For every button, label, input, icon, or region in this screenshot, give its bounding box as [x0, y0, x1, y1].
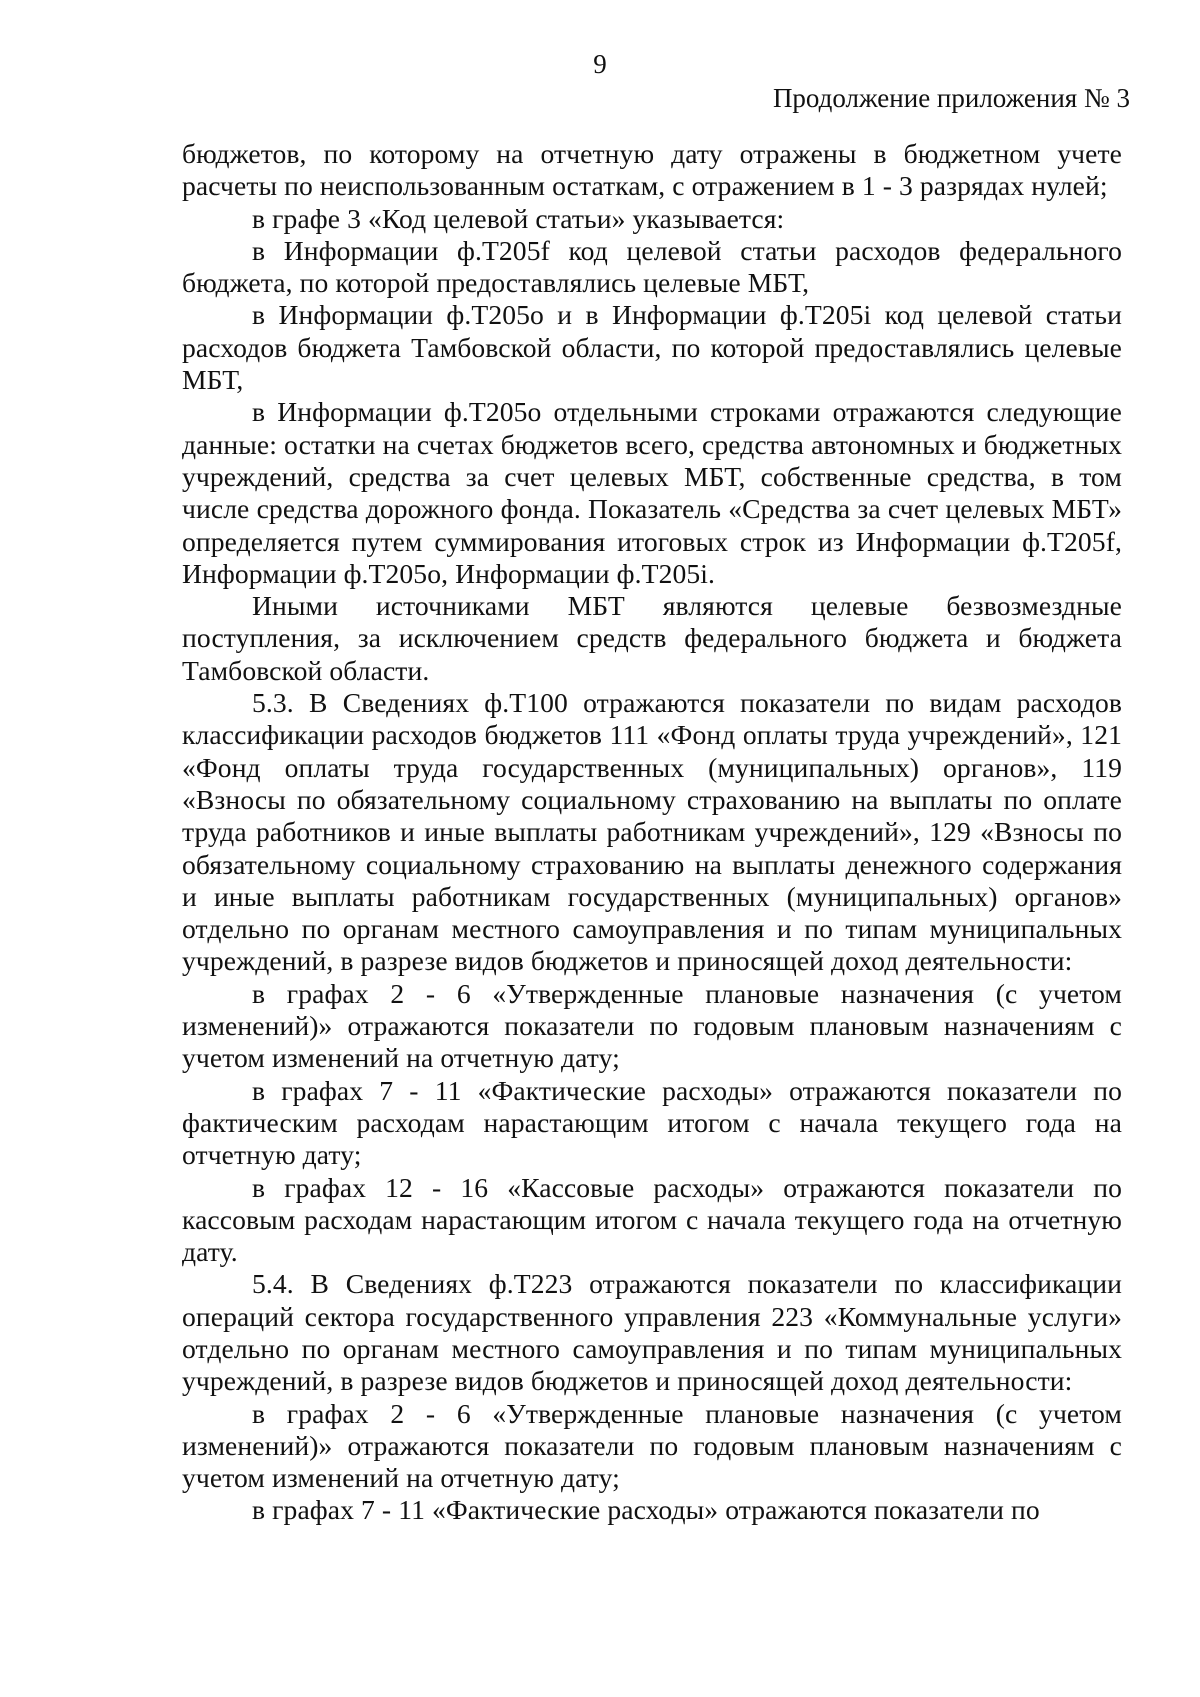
paragraph-continuation: бюджетов, по которому на отчетную дату отражены в бюджетном учете расчеты по неиспользованным остаткам, с отражением в 1 - 3 разрядах нулей;	[182, 138, 1122, 202]
paragraph-t223-cols-2-6: в графах 2 - 6 «Утвержденные плановые назначения (с учетом изменений)» отражаются показатели по годовым плановым назначениям с учетом изменений на отчетную дату;	[182, 1397, 1122, 1494]
paragraph-t223-cols-7-11: в графах 7 - 11 «Фактические расходы» отражаются показатели по	[252, 1494, 1040, 1526]
paragraph-t100-cols-7-11: в графах 7 - 11 «Фактические расходы» отражаются показатели по фактическим расходам нарастающим итогом с начала текущего года на отчетную дату;	[182, 1074, 1122, 1171]
paragraph-other-sources: Иными источниками МБТ являются целевые безвозмездные поступления, за исключением средств федерального бюджета и бюджета Тамбовской области.	[182, 590, 1122, 686]
paragraph-column-3-intro: в графе 3 «Код целевой статьи» указывается:	[252, 202, 785, 234]
paragraph-t205o-t205i-code: в Информации ф.Т205о и в Информации ф.Т205i код целевой статьи расходов бюджета Тамбовской области, по которой предоставлялись целевые МБТ,	[182, 299, 1122, 396]
document-body	[182, 138, 1122, 1527]
paragraph-t205o-rows: в Информации ф.Т205о отдельными строками отражаются следующие данные: остатки на счетах бюджетов всего, средства автономных и бюджетных учреждений, средства за счет целевых МБТ, собственные средства, в том числе средства дорожного фонда. Показатель «Средства за счет целевых МБТ» определяется путем суммирования итоговых строк из Информации ф.Т205f, Информации ф.Т205о, Информации ф.Т205i.	[182, 396, 1122, 589]
paragraph-section-5-3: 5.3. В Сведениях ф.Т100 отражаются показатели по видам расходов классификации расходов бюджетов 111 «Фонд оплаты труда учреждений», 121 «Фонд оплаты труда государственных (муниципальных) органов», 119 «Взносы по обязательному социальному страхованию на выплаты по оплате труда работников и иные выплаты работникам учреждений», 129 «Взносы по обязательному социальному страхованию на выплаты денежного содержания и иные выплаты работникам государственных (муниципальных) органов» отдельно по органам местного самоуправления и по типам муниципальных учреждений, в разрезе видов бюджетов и приносящей доход деятельности:	[182, 687, 1122, 977]
paragraph-t100-cols-12-16: в графах 12 - 16 «Кассовые расходы» отражаются показатели по кассовым расходам нарастающим итогом с начала текущего года на отчетную дату.	[182, 1171, 1122, 1268]
page-number: 9	[593, 49, 607, 79]
paragraph-t205f-code: в Информации ф.Т205f код целевой статьи расходов федерального бюджета, по которой предоставлялись целевые МБТ,	[182, 234, 1122, 299]
paragraph-section-5-4: 5.4. В Сведениях ф.Т223 отражаются показатели по классификации операций сектора государственного управления 223 «Коммунальные услуги» отдельно по органам местного самоуправления и по типам муниципальных учреждений, в разрезе видов бюджетов и приносящей доход деятельности:	[182, 1268, 1122, 1397]
appendix-note: Продолжение приложения № 3	[772, 83, 1130, 113]
paragraph-t100-cols-2-6: в графах 2 - 6 «Утвержденные плановые назначения (с учетом изменений)» отражаются показатели по годовым плановым назначениям с учетом изменений на отчетную дату;	[182, 977, 1122, 1074]
